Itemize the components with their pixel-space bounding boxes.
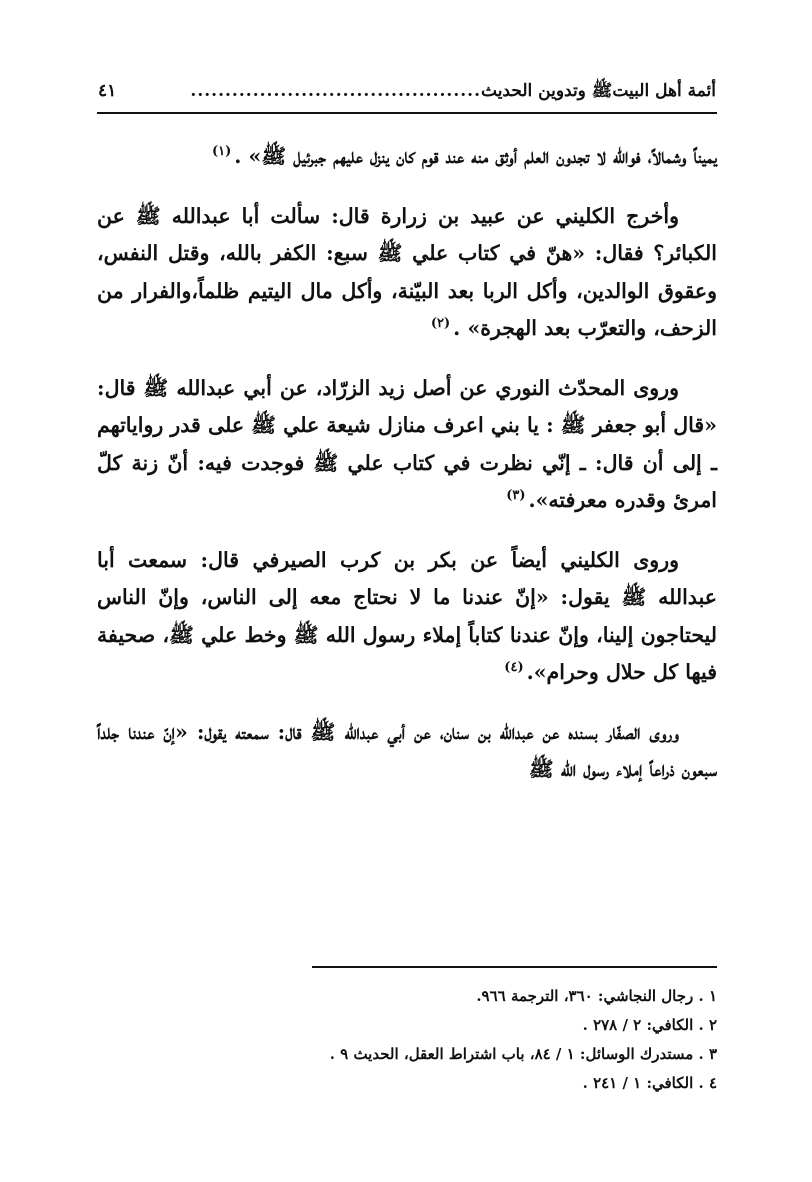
paragraph-2 (97, 198, 717, 348)
footnote-2: ٢ . الكافي: ٢ / ٢٧٨ . (582, 1016, 717, 1034)
paragraph-text: يميناً وشمالاً، فوالله لا تجدون العلم أوثق منه عند قوم كان ينزل عليهم جبرئيل ﷺ» . (234, 144, 717, 168)
paragraph-text: وروى الكليني أيضاً عن بكر بن كرب الصيرفي قال: سمعت أبا عبدالله ﷺ يقول: «إنّ عندنا ما لا نحتاج معه إلى الناس، وإنّ الناس ليحتاجون إلينا، وإنّ عندنا كتاباً إملاء رسول الله ﷺ وخط علي ﷺ، صحيفة فيها كل حلال وحرام». (97, 547, 717, 684)
header-rule (97, 112, 717, 114)
paragraph-1 (97, 138, 717, 176)
footnote-ref: (١) (211, 144, 232, 160)
running-header-leader-dots: .......................................... (190, 81, 481, 101)
footnote-ref: (٤) (504, 660, 524, 676)
paragraph-text: وروى المحدّث النوري عن أصل زيد الزرّاد، عن أبي عبدالله ﷺ قال: «قال أبو جعفر ﷺ : يا بني اعرف منازل شيعة علي ﷺ على قدر رواياتهم ـ إلى أن قال: ـ إنّي نظرت في كتاب علي ﷺ فوجدت فيه: أنّ زنة كلّ امرئ وقدره معرفته». (97, 375, 717, 512)
footnote-ref: (٣) (506, 488, 526, 504)
footnote-ref: (٢) (430, 316, 451, 332)
page-number: ٤١ (98, 81, 117, 101)
paragraph-text: وروى الصفّار بسنده عن عبدالله بن سنان، عن أبي عبدالله ﷺ قال: سمعته يقول: «إنّ عندنا جلداً سبعون ذراعاً إملاء رسول الله ﷺ (97, 719, 717, 781)
footnote-3: ٣ . مستدرك الوسائل: ١ / ٨٤، باب اشتراط العقل، الحديث ٩ . (329, 1045, 717, 1063)
paragraph-5 (97, 714, 717, 789)
running-header (98, 74, 716, 108)
running-header-title: أئمة أهل البيتﷺ وتدوين الحديث (481, 81, 716, 101)
footnote-1: ١ . رجال النجاشي: ٣٦٠، الترجمة ٩٦٦. (476, 987, 717, 1005)
paragraph-text: وأخرج الكليني عن عبيد بن زرارة قال: سألت أبا عبدالله ﷺ عن الكبائر؟ فقال: «هنّ في كتاب علي ﷺ سبع: الكفر بالله، وقتل النفس، وعقوق الوالدين، وأكل الربا بعد البيّنة، وأكل مال اليتيم ظلماً،والفرار من الزحف، والتعرّب بعد الهجرة» . (97, 203, 717, 340)
footnote-rule (312, 966, 717, 968)
footnotes (260, 982, 717, 1098)
main-text (97, 138, 717, 811)
footnote-4: ٤ . الكافي: ١ / ٢٤١ . (582, 1074, 717, 1092)
paragraph-3 (97, 370, 717, 520)
paragraph-4 (97, 542, 717, 692)
